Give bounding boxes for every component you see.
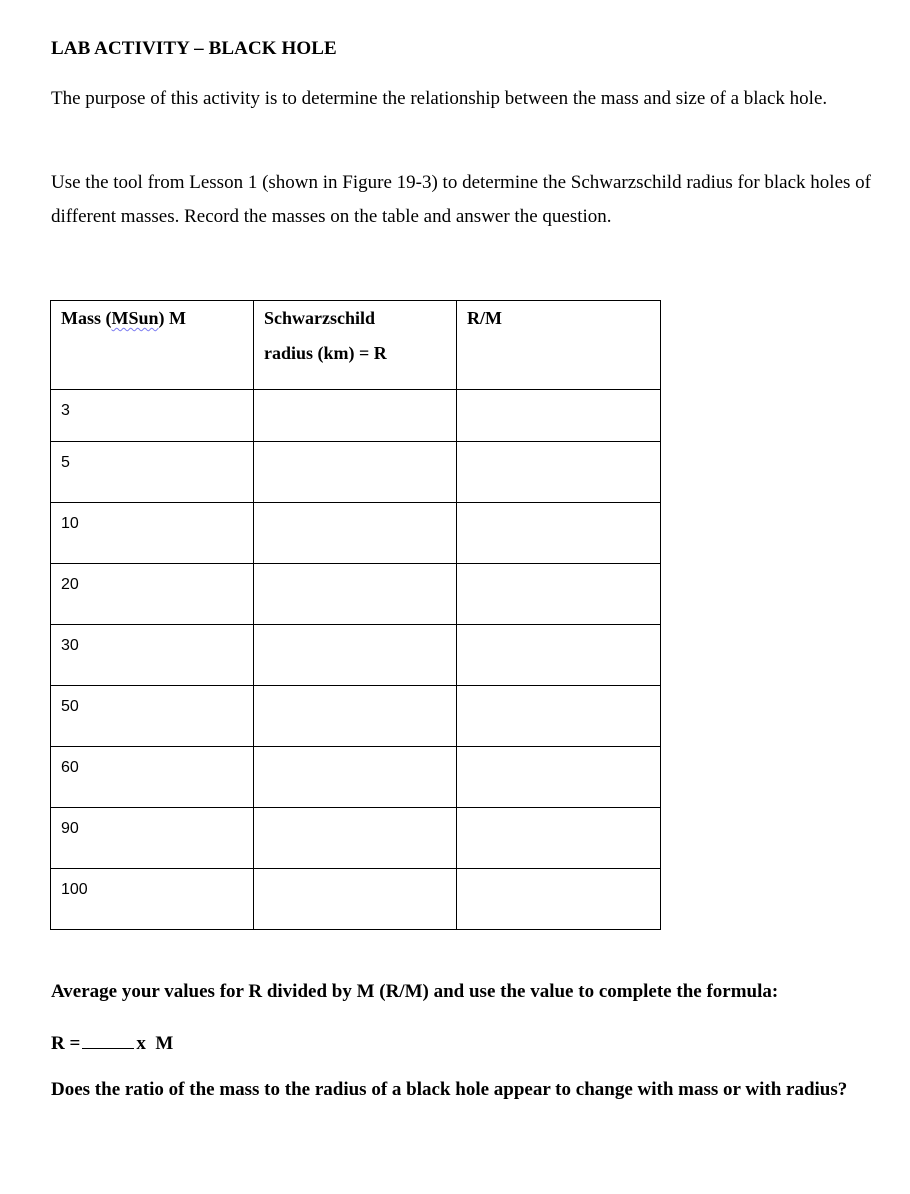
mass-cell (51, 747, 254, 808)
table-row (51, 564, 661, 625)
radius-cell[interactable] (254, 747, 457, 808)
question-text: Does the ratio of the mass to the radius of a black hole appear to change with mass or with radius? (51, 1079, 848, 1100)
mass-cell (51, 390, 254, 442)
mass-value: 60 (61, 759, 79, 776)
purpose-paragraph: The purpose of this activity is to determine the relationship between the mass and size of a black hole. (51, 88, 828, 109)
mass-cell (51, 808, 254, 869)
mass-header-suffix: ) M (158, 308, 187, 328)
table-row (51, 686, 661, 747)
table-row (51, 869, 661, 930)
radius-cell[interactable] (254, 625, 457, 686)
radius-cell[interactable] (254, 808, 457, 869)
ratio-cell[interactable] (457, 808, 661, 869)
data-table (50, 300, 661, 930)
mass-value: 5 (61, 454, 70, 471)
mass-cell (51, 686, 254, 747)
ratio-column-header (457, 301, 661, 390)
mass-value: 30 (61, 637, 79, 654)
ratio-cell[interactable] (457, 390, 661, 442)
mass-header-prefix: Mass ( (61, 308, 112, 328)
mass-value: 50 (61, 698, 79, 715)
mass-header-unit: MSun (111, 308, 159, 328)
formula-line (51, 1030, 173, 1055)
mass-cell (51, 564, 254, 625)
table-header-row (51, 301, 661, 390)
formula-right: x M (136, 1033, 174, 1054)
average-instruction: Average your values for R divided by M (R/M) and use the value to complete the formula: (51, 981, 779, 1002)
radius-cell[interactable] (254, 686, 457, 747)
radius-cell[interactable] (254, 503, 457, 564)
ratio-cell[interactable] (457, 686, 661, 747)
mass-cell (51, 869, 254, 930)
radius-cell[interactable] (254, 442, 457, 503)
table-row (51, 808, 661, 869)
ratio-header-label: R/M (467, 308, 502, 328)
formula-blank[interactable] (82, 1030, 134, 1049)
table-row (51, 503, 661, 564)
radius-cell[interactable] (254, 390, 457, 442)
mass-column-header (51, 301, 254, 390)
ratio-cell[interactable] (457, 564, 661, 625)
mass-value: 3 (61, 402, 70, 419)
ratio-cell[interactable] (457, 869, 661, 930)
mass-value: 20 (61, 576, 79, 593)
radius-header-line2: radius (km) = R (264, 343, 387, 363)
mass-value: 90 (61, 820, 79, 837)
mass-cell (51, 503, 254, 564)
radius-header-line1: Schwarzschild (264, 308, 376, 328)
mass-value: 10 (61, 515, 79, 532)
instructions-paragraph: Use the tool from Lesson 1 (shown in Figure 19-3) to determine the Schwarzschild radius for black holes of different masses. Record the masses on the table and answer the question. (51, 172, 871, 227)
table-row (51, 442, 661, 503)
table-row (51, 747, 661, 808)
formula-left: R = (51, 1033, 81, 1054)
radius-cell[interactable] (254, 564, 457, 625)
table-row (51, 390, 661, 442)
table-row (51, 625, 661, 686)
ratio-cell[interactable] (457, 625, 661, 686)
ratio-cell[interactable] (457, 503, 661, 564)
page-title: LAB ACTIVITY – BLACK HOLE (51, 38, 337, 59)
mass-cell (51, 625, 254, 686)
ratio-cell[interactable] (457, 747, 661, 808)
radius-column-header (254, 301, 457, 390)
mass-cell (51, 442, 254, 503)
radius-cell[interactable] (254, 869, 457, 930)
ratio-cell[interactable] (457, 442, 661, 503)
mass-value: 100 (61, 881, 88, 898)
